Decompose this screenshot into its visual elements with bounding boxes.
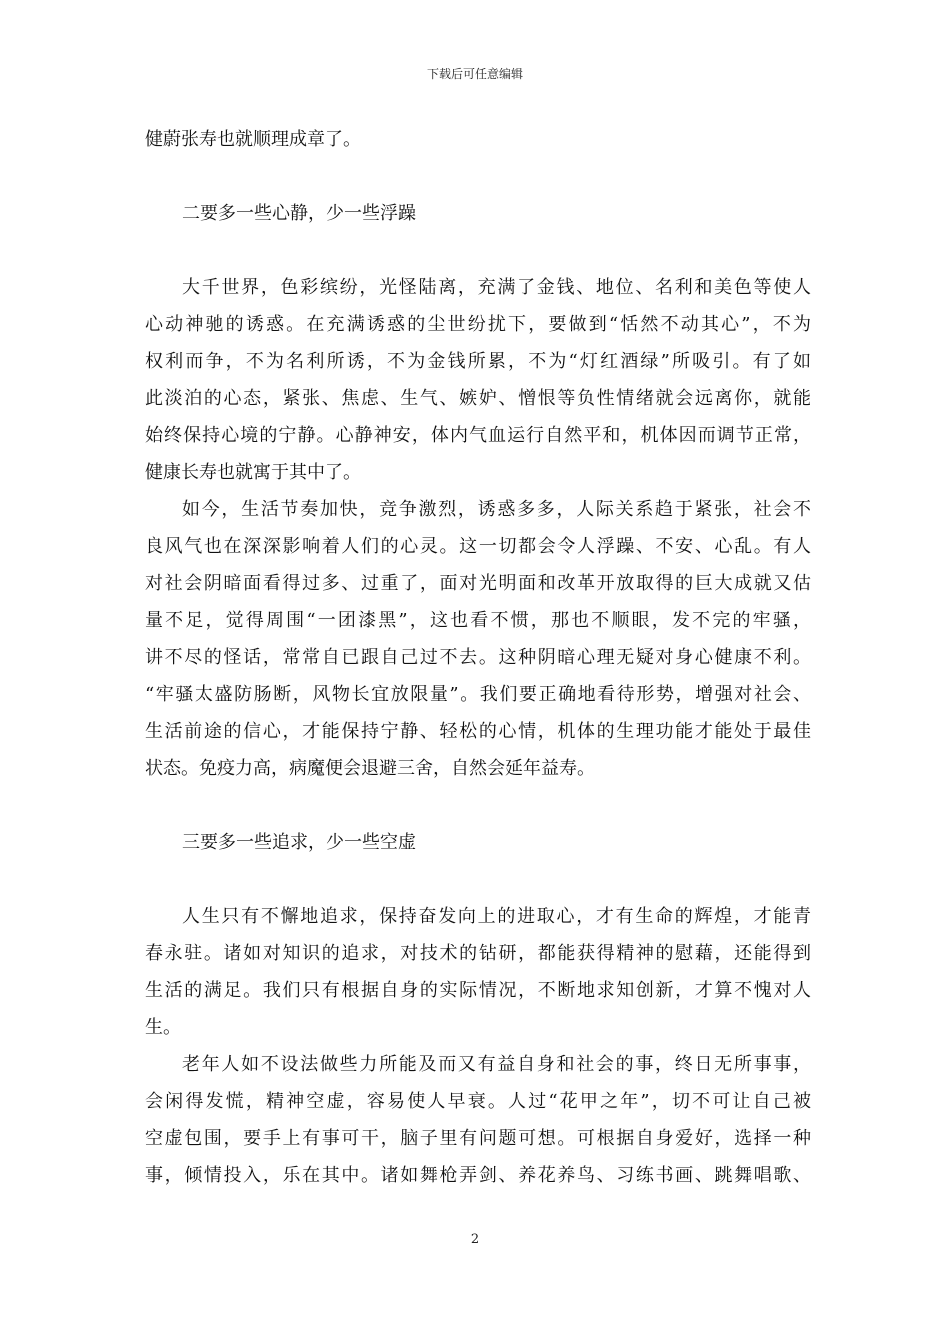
section-heading: 三要多一些追求，少一些空虚 <box>182 832 416 853</box>
paragraph-line: 权利而争，不为名利所诱，不为金钱所累，不为“灯红酒绿”所吸引。有了如 <box>145 351 811 372</box>
spacer <box>145 232 811 269</box>
paragraph-line: 此淡泊的心态，紧张、焦虑、生气、嫉妒、憎恨等负性情绪就会远离你，就能 <box>145 388 811 409</box>
paragraph-line: 良风气也在深深影响着人们的心灵。这一切都会令人浮躁、不安、心乱。有人 <box>145 536 811 557</box>
paragraph-line: 对社会阴暗面看得过多、过重了，面对光明面和改革开放取得的巨大成就又估 <box>145 573 811 594</box>
paragraph-line: 生活前途的信心，才能保持宁静、轻松的心情，机体的生理功能才能处于最佳 <box>145 721 811 742</box>
paragraph-line: 量不足，觉得周围“一团漆黑”，这也看不惯，那也不顺眼，发不完的牢骚， <box>145 610 811 631</box>
paragraph-line: 人生只有不懈地追求，保持奋发向上的进取心，才有生命的辉煌，才能青 <box>182 906 811 927</box>
paragraph-line: 会闲得发慌，精神空虚，容易使人早衰。人过“花甲之年”，切不可让自己被 <box>145 1091 811 1112</box>
paragraph-line: “牢骚太盛防肠断，风物长宜放限量”。我们要正确地看待形势，增强对社会、 <box>145 684 811 705</box>
paragraph-line: 如今，生活节奏加快，竞争激烈，诱惑多多，人际关系趋于紧张，社会不 <box>182 499 811 520</box>
paragraph-line: 生活的满足。我们只有根据自身的实际情况，不断地求知创新，才算不愧对人 <box>145 980 811 1001</box>
spacer <box>145 787 811 824</box>
spacer <box>145 158 811 195</box>
paragraph-line: 始终保持心境的宁静。心静神安，体内气血运行自然平和，机体因而调节正常， <box>145 425 811 446</box>
paragraph-line: 老年人如不设法做些力所能及而又有益自身和社会的事，终日无所事事， <box>182 1054 811 1075</box>
paragraph-line: 大千世界，色彩缤纷，光怪陆离，充满了金钱、地位、名利和美色等使人 <box>182 277 811 298</box>
paragraph-line: 春永驻。诸如对知识的追求，对技术的钻研，都能获得精神的慰藉，还能得到 <box>145 943 811 964</box>
page-header: 下载后可任意编辑 <box>426 67 523 81</box>
section-heading: 二要多一些心静，少一些浮躁 <box>182 203 416 224</box>
document-body <box>145 121 811 1194</box>
spacer <box>145 861 811 898</box>
paragraph-line: 事，倾情投入，乐在其中。诸如舞枪弄剑、养花养鸟、习练书画、跳舞唱歌、 <box>145 1165 811 1186</box>
paragraph-line: 状态。免疫力高，病魔便会退避三舍，自然会延年益寿。 <box>145 758 595 779</box>
page-number: 2 <box>470 1232 480 1247</box>
paragraph-line: 空虚包围，要手上有事可干，脑子里有问题可想。可根据自身爱好，选择一种 <box>145 1128 811 1149</box>
paragraph-line: 生。 <box>145 1017 181 1038</box>
paragraph-line: 健康长寿也就寓于其中了。 <box>145 462 361 483</box>
paragraph-line: 讲不尽的怪话，常常自已跟自己过不去。这种阴暗心理无疑对身心健康不利。 <box>145 647 811 668</box>
paragraph-line: 心动神驰的诱惑。在充满诱惑的尘世纷扰下，要做到“恬然不动其心”，不为 <box>145 314 811 335</box>
paragraph-line: 健蔚张寿也就顺理成章了。 <box>145 129 361 150</box>
